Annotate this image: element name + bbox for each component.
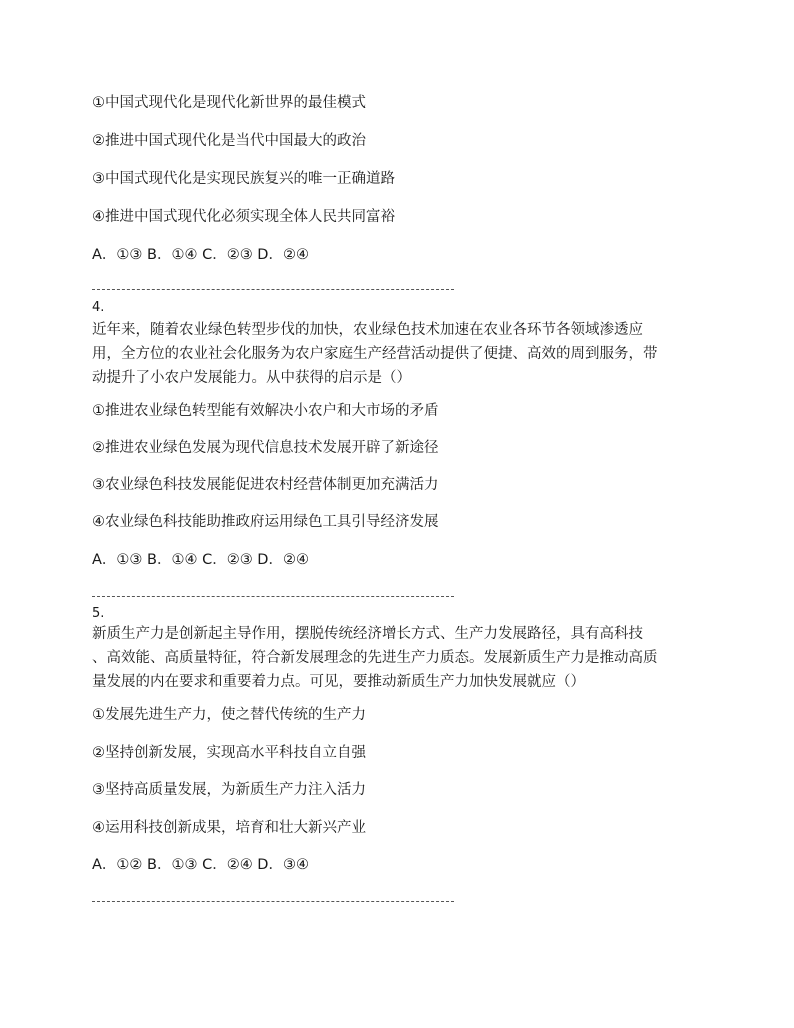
q4-stem-line: 近年来，随着农业绿色转型步伐的加快，农业绿色技术加速在农业各环节各领域渗透应 bbox=[92, 322, 643, 338]
q5-stem-line: 量发展的内在要求和重要着力点。可见，要推动新质生产力加快发展就应（） bbox=[92, 674, 585, 690]
separator-line bbox=[92, 901, 454, 902]
q3-option-1: ①中国式现代化是现代化新世界的最佳模式 bbox=[92, 95, 366, 111]
q3-answer-choices: A．①③ B．①④ C．②③ D．②④ bbox=[92, 247, 309, 263]
separator-line bbox=[92, 289, 454, 290]
q5-number: 5. bbox=[92, 606, 105, 621]
q3-option-3: ③中国式现代化是实现民族复兴的唯一正确道路 bbox=[92, 171, 395, 187]
q4-answer-choices: A．①③ B．①④ C．②③ D．②④ bbox=[92, 552, 309, 568]
q4-stem-line: 用，全方位的农业社会化服务为农户家庭生产经营活动提供了便捷、高效的周到服务，带 bbox=[92, 346, 658, 362]
q5-answer-choices: A．①② B．①③ C．②④ D．③④ bbox=[92, 857, 309, 873]
q5-stem-line: 、高效能、高质量特征，符合新发展理念的先进生产力质态。发展新质生产力是推动高质 bbox=[92, 650, 658, 666]
q3-option-2: ②推进中国式现代化是当代中国最大的政治 bbox=[92, 133, 366, 149]
q4-option-4: ④农业绿色科技能助推政府运用绿色工具引导经济发展 bbox=[92, 514, 439, 530]
q4-option-3: ③农业绿色科技发展能促进农村经营体制更加充满活力 bbox=[92, 477, 439, 493]
q4-stem-line: 动提升了小农户发展能力。从中获得的启示是（） bbox=[92, 370, 411, 386]
q5-stem-line: 新质生产力是创新起主导作用，摆脱传统经济增长方式、生产力发展路径，具有高科技 bbox=[92, 626, 643, 642]
separator-line bbox=[92, 596, 454, 597]
q4-option-2: ②推进农业绿色发展为现代信息技术发展开辟了新途径 bbox=[92, 440, 439, 456]
q4-number: 4. bbox=[92, 300, 105, 315]
q5-stem bbox=[92, 622, 710, 694]
q5-option-2: ②坚持创新发展，实现高水平科技自立自强 bbox=[92, 745, 366, 761]
q5-option-1: ①发展先进生产力，使之替代传统的生产力 bbox=[92, 707, 366, 723]
q4-option-1: ①推进农业绿色转型能有效解决小农户和大市场的矛盾 bbox=[92, 403, 439, 419]
q3-option-4: ④推进中国式现代化必须实现全体人民共同富裕 bbox=[92, 209, 395, 225]
q4-stem bbox=[92, 318, 710, 390]
q5-option-4: ④运用科技创新成果，培育和壮大新兴产业 bbox=[92, 820, 366, 836]
q5-option-3: ③坚持高质量发展，为新质生产力注入活力 bbox=[92, 782, 366, 798]
